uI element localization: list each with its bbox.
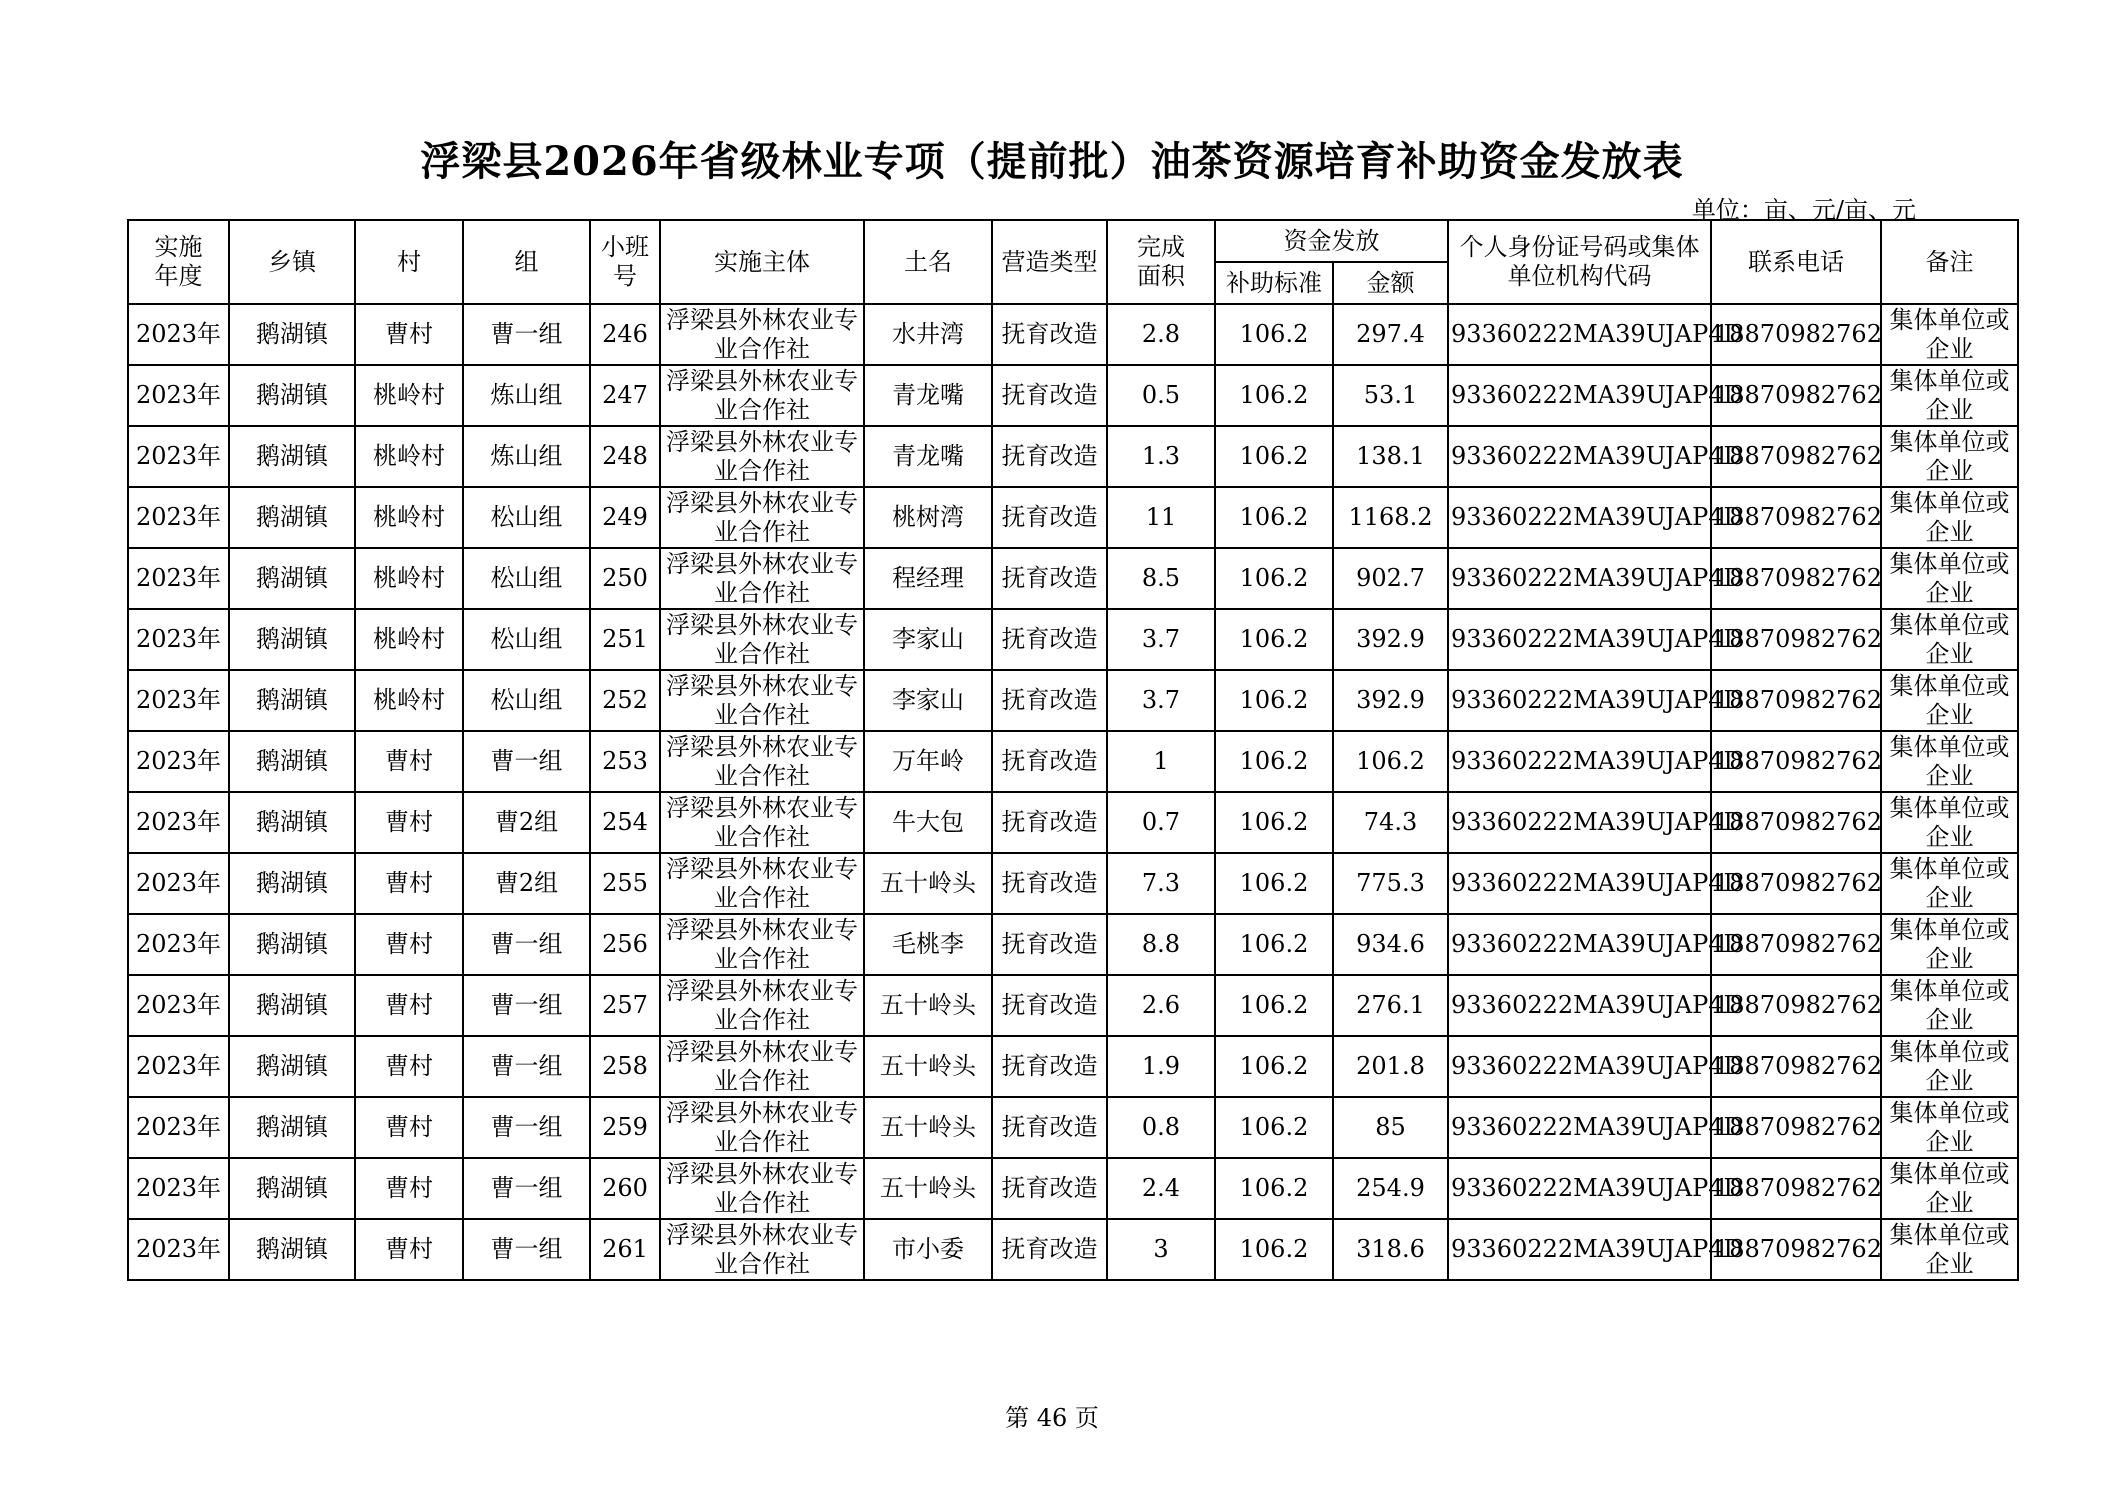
cell-standard: 106.2 [1215, 1097, 1333, 1158]
cell-year: 2023年 [128, 1036, 229, 1097]
cell-entity: 浮梁县外林农业专业合作社 [660, 1097, 864, 1158]
cell-place: 五十岭头 [864, 975, 992, 1036]
cell-phone: 18870982762 [1711, 548, 1881, 609]
cell-phone: 18870982762 [1711, 365, 1881, 426]
cell-type: 抚育改造 [992, 1219, 1107, 1280]
cell-id: 93360222MA39UJAP4D [1448, 426, 1711, 487]
header-area: 完成面积 [1107, 220, 1215, 304]
cell-town: 鹅湖镇 [229, 1219, 355, 1280]
cell-amount: 254.9 [1333, 1158, 1448, 1219]
header-phone: 联系电话 [1711, 220, 1881, 304]
cell-town: 鹅湖镇 [229, 365, 355, 426]
cell-year: 2023年 [128, 853, 229, 914]
cell-standard: 106.2 [1215, 670, 1333, 731]
header-amount: 金额 [1333, 262, 1448, 304]
cell-year: 2023年 [128, 670, 229, 731]
cell-village: 曹村 [355, 731, 463, 792]
cell-type: 抚育改造 [992, 792, 1107, 853]
cell-note: 集体单位或企业 [1881, 914, 2018, 975]
cell-entity: 浮梁县外林农业专业合作社 [660, 1036, 864, 1097]
cell-amount: 902.7 [1333, 548, 1448, 609]
cell-id: 93360222MA39UJAP4D [1448, 1036, 1711, 1097]
cell-group: 松山组 [463, 609, 590, 670]
cell-note: 集体单位或企业 [1881, 426, 2018, 487]
cell-area: 1 [1107, 731, 1215, 792]
cell-entity: 浮梁县外林农业专业合作社 [660, 792, 864, 853]
cell-amount: 138.1 [1333, 426, 1448, 487]
cell-id: 93360222MA39UJAP4D [1448, 548, 1711, 609]
cell-phone: 18870982762 [1711, 1219, 1881, 1280]
table-row [128, 1158, 2018, 1219]
cell-standard: 106.2 [1215, 426, 1333, 487]
cell-town: 鹅湖镇 [229, 670, 355, 731]
cell-place: 市小委 [864, 1219, 992, 1280]
cell-area: 2.6 [1107, 975, 1215, 1036]
cell-group: 曹一组 [463, 914, 590, 975]
cell-plot: 251 [590, 609, 660, 670]
cell-plot: 252 [590, 670, 660, 731]
cell-village: 桃岭村 [355, 365, 463, 426]
header-village: 村 [355, 220, 463, 304]
cell-area: 3.7 [1107, 609, 1215, 670]
cell-village: 曹村 [355, 792, 463, 853]
cell-standard: 106.2 [1215, 1036, 1333, 1097]
cell-plot: 255 [590, 853, 660, 914]
header-standard: 补助标准 [1215, 262, 1333, 304]
cell-standard: 106.2 [1215, 1219, 1333, 1280]
cell-standard: 106.2 [1215, 1158, 1333, 1219]
cell-group: 曹2组 [463, 792, 590, 853]
cell-place: 李家山 [864, 670, 992, 731]
cell-village: 曹村 [355, 914, 463, 975]
table-row [128, 609, 2018, 670]
table-body [128, 304, 2018, 1280]
cell-entity: 浮梁县外林农业专业合作社 [660, 548, 864, 609]
cell-id: 93360222MA39UJAP4D [1448, 365, 1711, 426]
unit-note: 单位：亩、元/亩、元 [1691, 196, 1916, 224]
cell-plot: 261 [590, 1219, 660, 1280]
cell-type: 抚育改造 [992, 1158, 1107, 1219]
cell-year: 2023年 [128, 548, 229, 609]
cell-standard: 106.2 [1215, 914, 1333, 975]
cell-entity: 浮梁县外林农业专业合作社 [660, 975, 864, 1036]
cell-group: 炼山组 [463, 365, 590, 426]
cell-type: 抚育改造 [992, 548, 1107, 609]
table-row [128, 1036, 2018, 1097]
cell-area: 0.7 [1107, 792, 1215, 853]
cell-phone: 18870982762 [1711, 731, 1881, 792]
cell-amount: 934.6 [1333, 914, 1448, 975]
cell-town: 鹅湖镇 [229, 731, 355, 792]
cell-area: 2.4 [1107, 1158, 1215, 1219]
cell-type: 抚育改造 [992, 914, 1107, 975]
cell-town: 鹅湖镇 [229, 1036, 355, 1097]
cell-standard: 106.2 [1215, 487, 1333, 548]
cell-village: 曹村 [355, 975, 463, 1036]
cell-id: 93360222MA39UJAP4D [1448, 1097, 1711, 1158]
cell-place: 青龙嘴 [864, 426, 992, 487]
cell-year: 2023年 [128, 914, 229, 975]
cell-id: 93360222MA39UJAP4D [1448, 487, 1711, 548]
cell-entity: 浮梁县外林农业专业合作社 [660, 670, 864, 731]
cell-village: 曹村 [355, 1036, 463, 1097]
cell-group: 曹一组 [463, 1097, 590, 1158]
cell-group: 曹一组 [463, 1219, 590, 1280]
cell-type: 抚育改造 [992, 1097, 1107, 1158]
cell-entity: 浮梁县外林农业专业合作社 [660, 304, 864, 365]
cell-town: 鹅湖镇 [229, 1097, 355, 1158]
cell-id: 93360222MA39UJAP4D [1448, 853, 1711, 914]
cell-id: 93360222MA39UJAP4D [1448, 914, 1711, 975]
cell-place: 程经理 [864, 548, 992, 609]
cell-village: 桃岭村 [355, 670, 463, 731]
cell-amount: 392.9 [1333, 670, 1448, 731]
header-town: 乡镇 [229, 220, 355, 304]
cell-place: 水井湾 [864, 304, 992, 365]
cell-town: 鹅湖镇 [229, 853, 355, 914]
cell-town: 鹅湖镇 [229, 548, 355, 609]
cell-plot: 247 [590, 365, 660, 426]
cell-year: 2023年 [128, 365, 229, 426]
table-row [128, 914, 2018, 975]
cell-phone: 18870982762 [1711, 670, 1881, 731]
cell-phone: 18870982762 [1711, 1036, 1881, 1097]
cell-village: 桃岭村 [355, 487, 463, 548]
cell-phone: 18870982762 [1711, 914, 1881, 975]
cell-id: 93360222MA39UJAP4D [1448, 609, 1711, 670]
cell-group: 松山组 [463, 548, 590, 609]
table-row [128, 731, 2018, 792]
cell-village: 曹村 [355, 1158, 463, 1219]
cell-plot: 248 [590, 426, 660, 487]
table-row [128, 853, 2018, 914]
cell-year: 2023年 [128, 975, 229, 1036]
cell-phone: 18870982762 [1711, 426, 1881, 487]
cell-year: 2023年 [128, 1097, 229, 1158]
cell-note: 集体单位或企业 [1881, 609, 2018, 670]
cell-village: 桃岭村 [355, 548, 463, 609]
cell-amount: 1168.2 [1333, 487, 1448, 548]
cell-entity: 浮梁县外林农业专业合作社 [660, 914, 864, 975]
cell-group: 松山组 [463, 670, 590, 731]
header-id: 个人身份证号码或集体单位机构代码 [1448, 220, 1711, 304]
table-row [128, 365, 2018, 426]
cell-amount: 85 [1333, 1097, 1448, 1158]
cell-group: 曹一组 [463, 1158, 590, 1219]
document-title: 浮梁县2026年省级林业专项（提前批）油茶资源培育补助资金发放表 [420, 138, 1684, 185]
cell-plot: 254 [590, 792, 660, 853]
cell-town: 鹅湖镇 [229, 914, 355, 975]
cell-place: 桃树湾 [864, 487, 992, 548]
cell-plot: 260 [590, 1158, 660, 1219]
header-type: 营造类型 [992, 220, 1107, 304]
cell-entity: 浮梁县外林农业专业合作社 [660, 1219, 864, 1280]
cell-year: 2023年 [128, 731, 229, 792]
cell-amount: 392.9 [1333, 609, 1448, 670]
cell-plot: 257 [590, 975, 660, 1036]
cell-area: 3.7 [1107, 670, 1215, 731]
cell-id: 93360222MA39UJAP4D [1448, 304, 1711, 365]
cell-town: 鹅湖镇 [229, 487, 355, 548]
cell-town: 鹅湖镇 [229, 1158, 355, 1219]
cell-entity: 浮梁县外林农业专业合作社 [660, 487, 864, 548]
cell-phone: 18870982762 [1711, 609, 1881, 670]
cell-town: 鹅湖镇 [229, 975, 355, 1036]
cell-phone: 18870982762 [1711, 853, 1881, 914]
cell-year: 2023年 [128, 304, 229, 365]
cell-group: 曹2组 [463, 853, 590, 914]
table-row [128, 670, 2018, 731]
cell-area: 8.8 [1107, 914, 1215, 975]
cell-area: 2.8 [1107, 304, 1215, 365]
cell-standard: 106.2 [1215, 609, 1333, 670]
cell-village: 曹村 [355, 1097, 463, 1158]
cell-note: 集体单位或企业 [1881, 853, 2018, 914]
cell-plot: 249 [590, 487, 660, 548]
cell-plot: 259 [590, 1097, 660, 1158]
cell-id: 93360222MA39UJAP4D [1448, 670, 1711, 731]
cell-area: 7.3 [1107, 853, 1215, 914]
cell-year: 2023年 [128, 426, 229, 487]
cell-note: 集体单位或企业 [1881, 1036, 2018, 1097]
cell-plot: 258 [590, 1036, 660, 1097]
cell-phone: 18870982762 [1711, 1158, 1881, 1219]
cell-note: 集体单位或企业 [1881, 792, 2018, 853]
cell-year: 2023年 [128, 1219, 229, 1280]
cell-amount: 201.8 [1333, 1036, 1448, 1097]
cell-area: 0.5 [1107, 365, 1215, 426]
cell-type: 抚育改造 [992, 609, 1107, 670]
cell-id: 93360222MA39UJAP4D [1448, 975, 1711, 1036]
header-group: 组 [463, 220, 590, 304]
cell-plot: 256 [590, 914, 660, 975]
cell-entity: 浮梁县外林农业专业合作社 [660, 731, 864, 792]
cell-id: 93360222MA39UJAP4D [1448, 1158, 1711, 1219]
cell-note: 集体单位或企业 [1881, 487, 2018, 548]
cell-type: 抚育改造 [992, 487, 1107, 548]
subsidy-table [127, 219, 2019, 1281]
cell-year: 2023年 [128, 792, 229, 853]
page-number: 第 46 页 [1005, 1404, 1099, 1432]
cell-group: 曹一组 [463, 1036, 590, 1097]
header-year: 实施年度 [128, 220, 229, 304]
cell-type: 抚育改造 [992, 975, 1107, 1036]
cell-town: 鹅湖镇 [229, 792, 355, 853]
cell-type: 抚育改造 [992, 670, 1107, 731]
cell-entity: 浮梁县外林农业专业合作社 [660, 365, 864, 426]
cell-group: 曹一组 [463, 304, 590, 365]
header-plot: 小班号 [590, 220, 660, 304]
cell-area: 1.9 [1107, 1036, 1215, 1097]
cell-group: 曹一组 [463, 975, 590, 1036]
cell-amount: 318.6 [1333, 1219, 1448, 1280]
cell-type: 抚育改造 [992, 853, 1107, 914]
cell-place: 五十岭头 [864, 1097, 992, 1158]
cell-year: 2023年 [128, 609, 229, 670]
cell-entity: 浮梁县外林农业专业合作社 [660, 853, 864, 914]
cell-phone: 18870982762 [1711, 792, 1881, 853]
cell-village: 桃岭村 [355, 609, 463, 670]
cell-area: 0.8 [1107, 1097, 1215, 1158]
cell-phone: 18870982762 [1711, 1097, 1881, 1158]
cell-plot: 250 [590, 548, 660, 609]
cell-place: 毛桃李 [864, 914, 992, 975]
cell-area: 1.3 [1107, 426, 1215, 487]
cell-id: 93360222MA39UJAP4D [1448, 731, 1711, 792]
cell-type: 抚育改造 [992, 426, 1107, 487]
header-funds: 资金发放 [1215, 220, 1448, 262]
table-row [128, 792, 2018, 853]
cell-place: 牛大包 [864, 792, 992, 853]
table-header [128, 220, 2018, 304]
table-row [128, 548, 2018, 609]
cell-entity: 浮梁县外林农业专业合作社 [660, 1158, 864, 1219]
cell-group: 炼山组 [463, 426, 590, 487]
cell-town: 鹅湖镇 [229, 609, 355, 670]
cell-type: 抚育改造 [992, 731, 1107, 792]
cell-amount: 106.2 [1333, 731, 1448, 792]
cell-standard: 106.2 [1215, 365, 1333, 426]
cell-type: 抚育改造 [992, 1036, 1107, 1097]
cell-area: 3 [1107, 1219, 1215, 1280]
cell-year: 2023年 [128, 1158, 229, 1219]
cell-type: 抚育改造 [992, 365, 1107, 426]
cell-place: 万年岭 [864, 731, 992, 792]
cell-place: 五十岭头 [864, 853, 992, 914]
cell-town: 鹅湖镇 [229, 304, 355, 365]
cell-type: 抚育改造 [992, 304, 1107, 365]
cell-note: 集体单位或企业 [1881, 1097, 2018, 1158]
cell-note: 集体单位或企业 [1881, 731, 2018, 792]
cell-amount: 775.3 [1333, 853, 1448, 914]
cell-village: 曹村 [355, 853, 463, 914]
cell-standard: 106.2 [1215, 731, 1333, 792]
cell-amount: 297.4 [1333, 304, 1448, 365]
cell-entity: 浮梁县外林农业专业合作社 [660, 426, 864, 487]
cell-area: 8.5 [1107, 548, 1215, 609]
cell-standard: 106.2 [1215, 792, 1333, 853]
cell-note: 集体单位或企业 [1881, 304, 2018, 365]
cell-note: 集体单位或企业 [1881, 365, 2018, 426]
cell-note: 集体单位或企业 [1881, 670, 2018, 731]
cell-standard: 106.2 [1215, 548, 1333, 609]
header-place: 土名 [864, 220, 992, 304]
cell-plot: 253 [590, 731, 660, 792]
cell-village: 桃岭村 [355, 426, 463, 487]
cell-amount: 74.3 [1333, 792, 1448, 853]
cell-group: 松山组 [463, 487, 590, 548]
cell-amount: 53.1 [1333, 365, 1448, 426]
table-row [128, 1219, 2018, 1280]
cell-place: 五十岭头 [864, 1158, 992, 1219]
cell-group: 曹一组 [463, 731, 590, 792]
cell-phone: 18870982762 [1711, 487, 1881, 548]
cell-place: 五十岭头 [864, 1036, 992, 1097]
cell-entity: 浮梁县外林农业专业合作社 [660, 609, 864, 670]
cell-village: 曹村 [355, 304, 463, 365]
table-row [128, 426, 2018, 487]
header-note: 备注 [1881, 220, 2018, 304]
table-row [128, 975, 2018, 1036]
cell-place: 李家山 [864, 609, 992, 670]
cell-id: 93360222MA39UJAP4D [1448, 1219, 1711, 1280]
cell-note: 集体单位或企业 [1881, 975, 2018, 1036]
cell-note: 集体单位或企业 [1881, 548, 2018, 609]
table-row [128, 304, 2018, 365]
header-entity: 实施主体 [660, 220, 864, 304]
cell-year: 2023年 [128, 487, 229, 548]
cell-plot: 246 [590, 304, 660, 365]
cell-standard: 106.2 [1215, 975, 1333, 1036]
cell-phone: 18870982762 [1711, 975, 1881, 1036]
cell-village: 曹村 [355, 1219, 463, 1280]
table-row [128, 487, 2018, 548]
cell-area: 11 [1107, 487, 1215, 548]
cell-note: 集体单位或企业 [1881, 1158, 2018, 1219]
cell-note: 集体单位或企业 [1881, 1219, 2018, 1280]
cell-standard: 106.2 [1215, 304, 1333, 365]
cell-place: 青龙嘴 [864, 365, 992, 426]
cell-phone: 18870982762 [1711, 304, 1881, 365]
cell-id: 93360222MA39UJAP4D [1448, 792, 1711, 853]
cell-amount: 276.1 [1333, 975, 1448, 1036]
cell-standard: 106.2 [1215, 853, 1333, 914]
table-row [128, 1097, 2018, 1158]
cell-town: 鹅湖镇 [229, 426, 355, 487]
